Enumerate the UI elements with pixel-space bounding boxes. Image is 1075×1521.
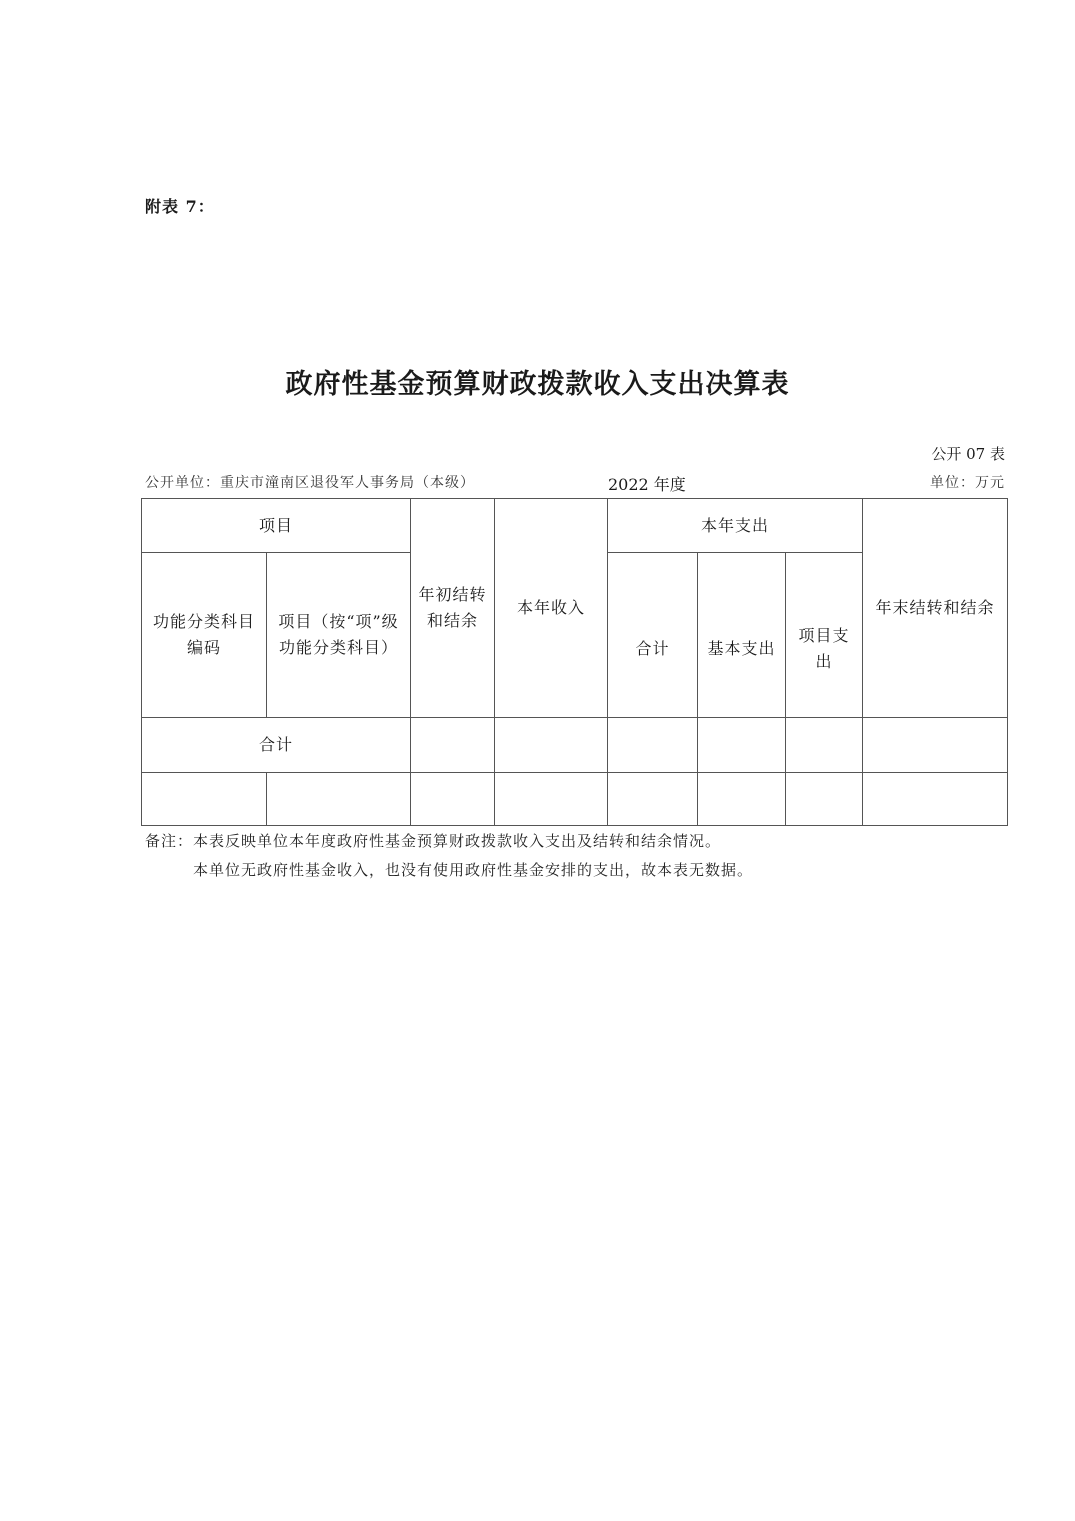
total-cell [608, 718, 698, 773]
table-cell [786, 773, 863, 826]
header-func-code: 功能分类科目编码 [142, 553, 267, 718]
total-cell [411, 718, 495, 773]
notes [145, 830, 753, 888]
total-cell [786, 718, 863, 773]
total-cell [698, 718, 786, 773]
header-item: 项目 [142, 499, 411, 553]
note-line-1: 备注：本表反映单位本年度政府性基金预算财政拨款收入支出及结转和结余情况。 [145, 832, 722, 850]
total-row [142, 718, 1008, 773]
table-cell [608, 773, 698, 826]
page-title: 政府性基金预算财政拨款收入支出决算表 [285, 369, 790, 400]
total-cell [863, 718, 1008, 773]
header-expense-project: 项目支出 [786, 553, 863, 718]
table-cell [142, 773, 267, 826]
header-begin-balance: 年初结转和结余 [411, 499, 495, 718]
note-line-2: 本单位无政府性基金收入，也没有使用政府性基金安排的支出，故本表无数据。 [193, 861, 754, 879]
table-row [142, 773, 1008, 826]
header-income: 本年收入 [495, 499, 608, 718]
header-expense: 本年支出 [608, 499, 863, 553]
total-cell [495, 718, 608, 773]
budget-table [141, 498, 1008, 826]
header-end-balance: 年末结转和结余 [863, 499, 1008, 718]
table-cell [495, 773, 608, 826]
header-item-by-class: 项目（按“项”级功能分类科目） [267, 553, 411, 718]
form-number: 公开 07 表 [931, 445, 1005, 463]
table-cell [267, 773, 411, 826]
appendix-label: 附表 7： [145, 197, 215, 216]
money-unit: 单位：万元 [930, 475, 1005, 491]
fiscal-year: 2022 年度 [608, 475, 686, 494]
table-cell [863, 773, 1008, 826]
reporting-unit: 公开单位：重庆市潼南区退役军人事务局（本级） [145, 475, 475, 491]
header-expense-basic: 基本支出 [698, 553, 786, 718]
header-expense-total: 合计 [608, 553, 698, 718]
table-cell [411, 773, 495, 826]
table-cell [698, 773, 786, 826]
total-row-label: 合计 [142, 718, 411, 773]
